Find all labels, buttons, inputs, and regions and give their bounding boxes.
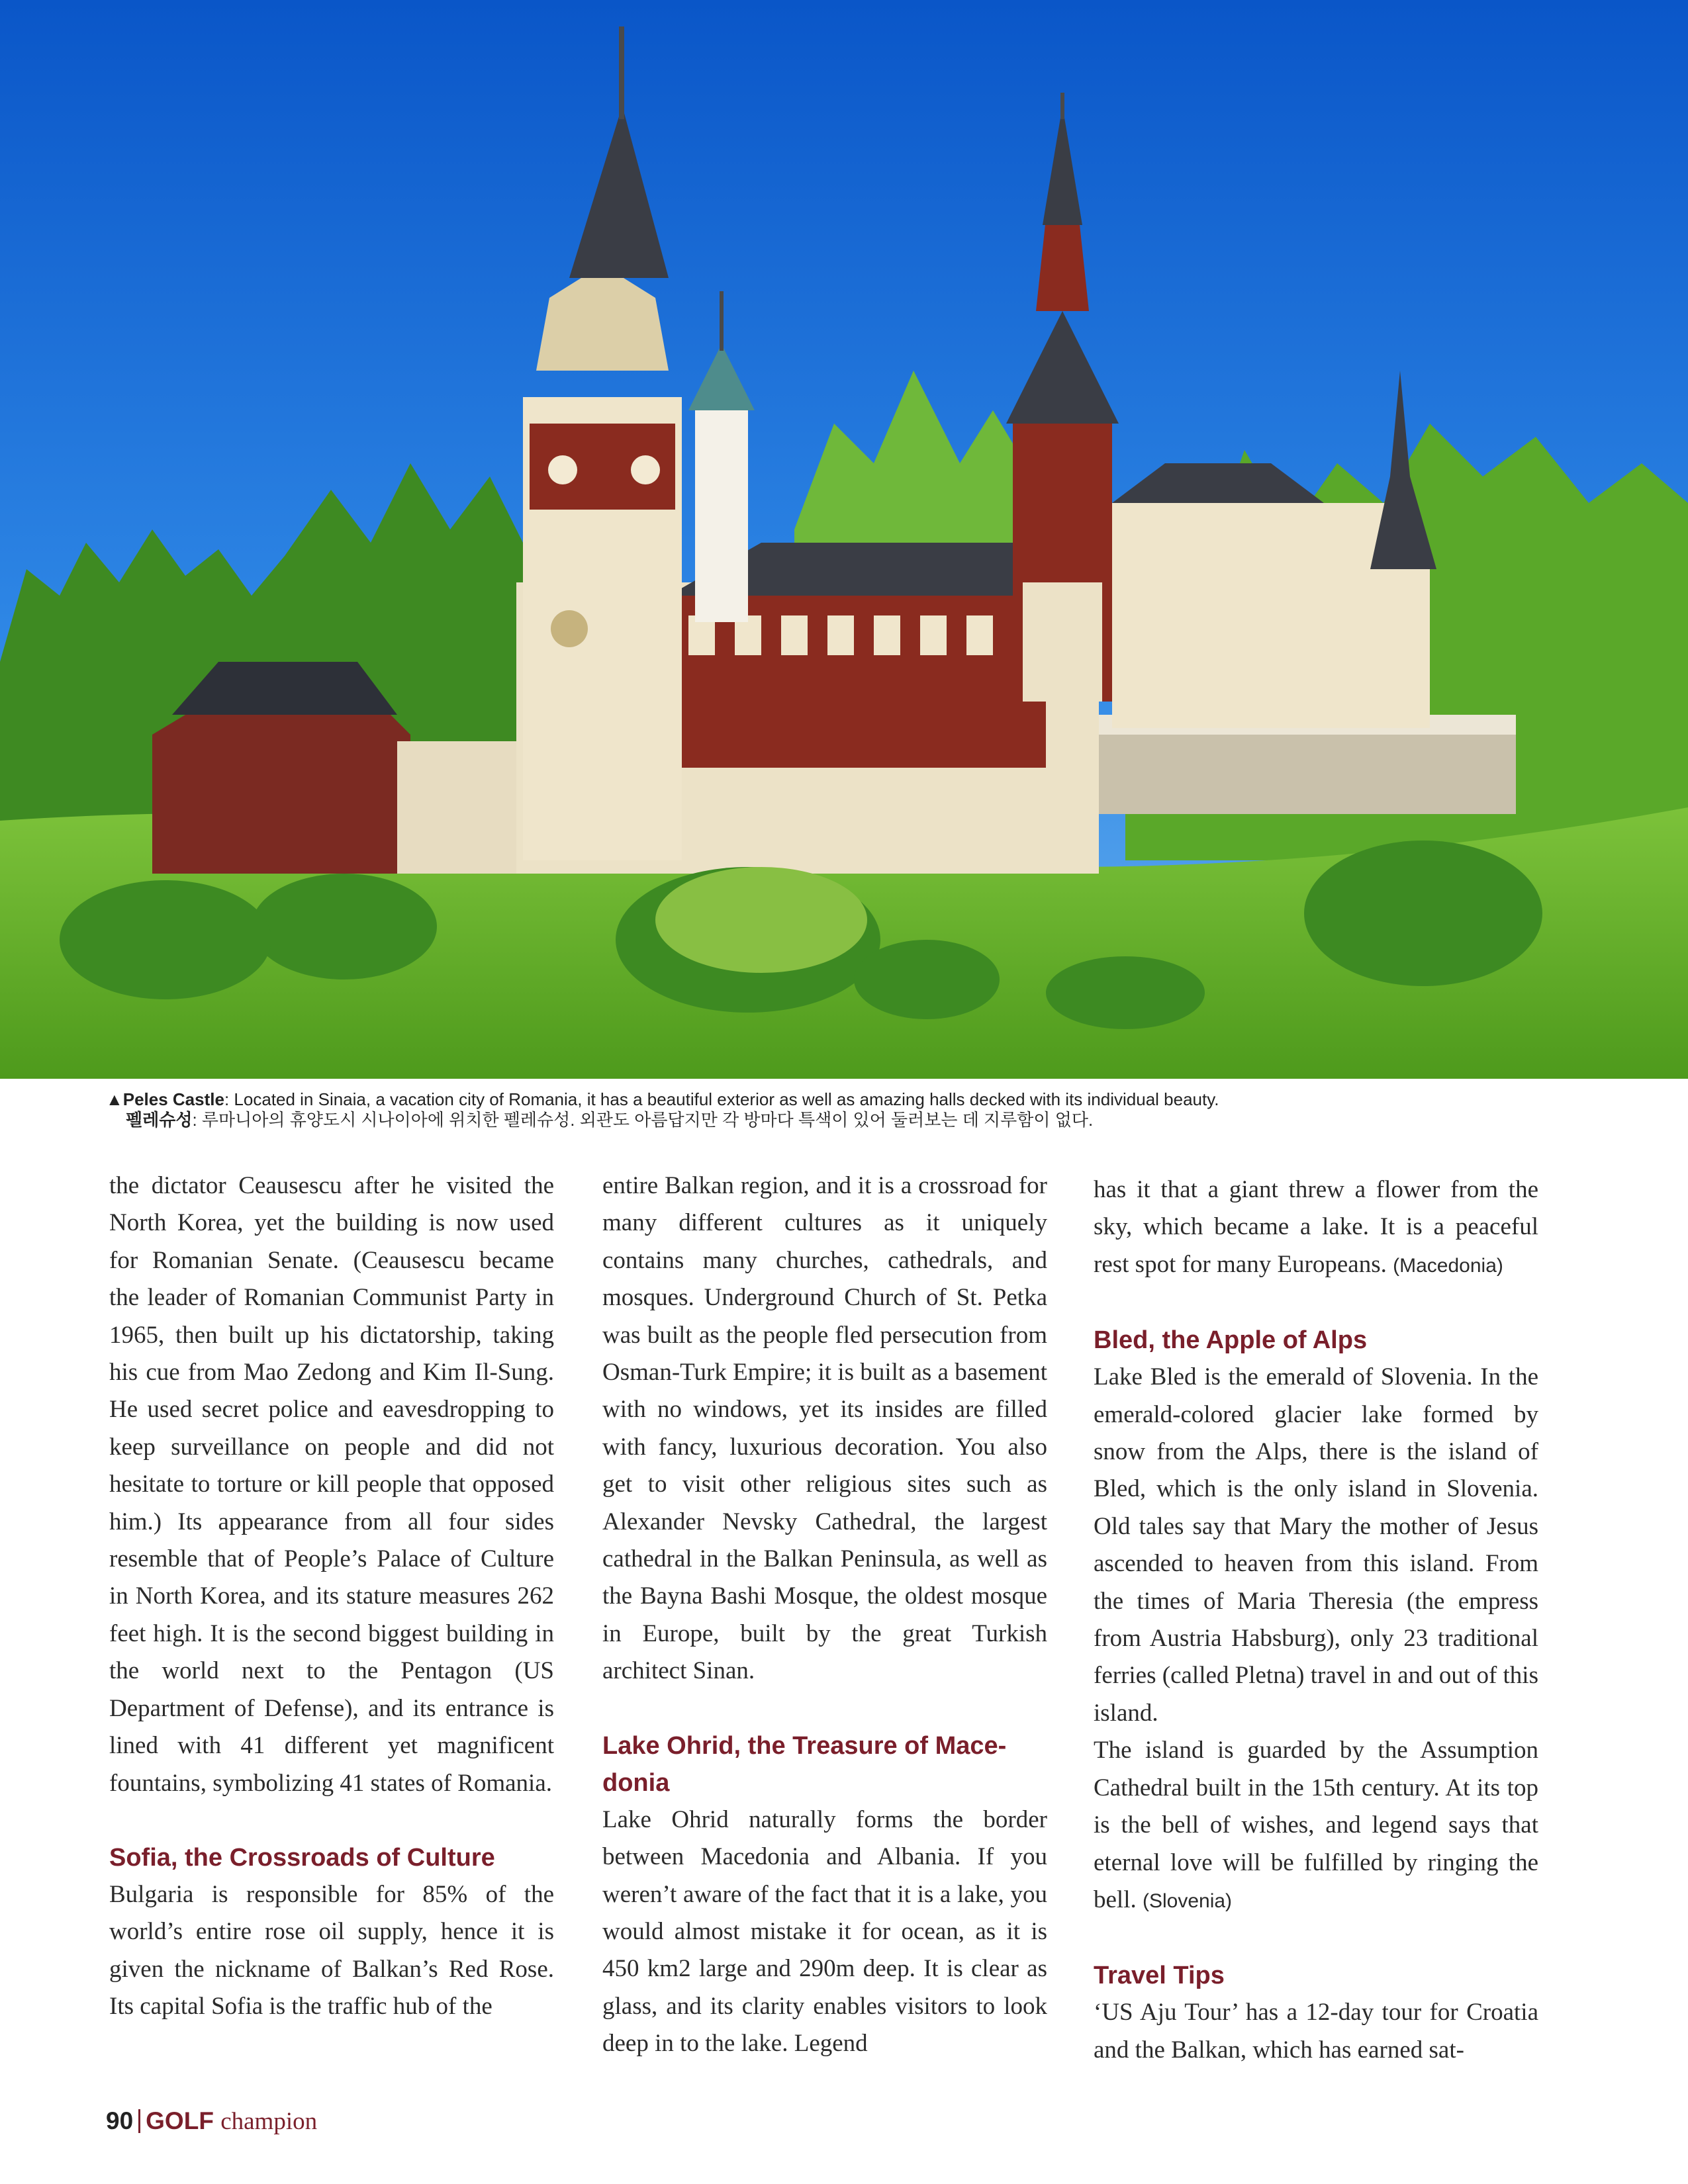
- column-left: [109, 1167, 554, 2026]
- paragraph: Bulgaria is responsible for 85% of the world’s entire rose oil supply, hence it is given the nickname of Balkan’s Red Rose. Its capital Sofia is the traffic hub of the: [109, 1880, 554, 2021]
- paragraph: entire Balkan region, and it is a crossroad for many different cultures as it uniquely contains many churches, cathedrals, and mosques. Underground Church of St. Petka was built as the people fled persecution from Osman-Turk Empire; it is built as a basement with no windows, yet its insides are filled with fancy, luxurious decoration. You also get to visit other religious sites such as Alexander Nevsky Cathedral, the largest cathedral in the Balkan Peninsula, as well as the Bayna Bashi Mosque, the oldest mosque in Europe, built by the great Turkish architect Sinan.: [602, 1172, 1047, 1685]
- caption-text-korean: : 루마니아의 휴양도시 시나이아에 위치한 펠레슈성. 외관도 아름답지만 각 방마다 특색이 있어 둘러보는 데 지루함이 없다.: [192, 1110, 1094, 1130]
- magazine-name-golf: GOLF: [146, 2107, 214, 2134]
- page-number: 90: [106, 2107, 134, 2134]
- paragraph: [1094, 1171, 1538, 1285]
- heading-bled: Bled, the Apple of Alps: [1094, 1326, 1368, 1355]
- caption-english: [106, 1089, 1602, 1110]
- paragraph: [1094, 1732, 1538, 1920]
- paragraph: ‘US Aju Tour’ has a 12-day tour for Croatia and the Balkan, which has earned sat-: [1094, 1999, 1538, 2064]
- column-middle: [602, 1167, 1047, 2063]
- heading-travel-tips: Travel Tips: [1094, 1962, 1225, 1990]
- paragraph: Lake Ohrid naturally forms the border between Macedonia and Albania. If you weren’t aware of the fact that it is a lake, you would almost mistake it for ocean, as it is 450 km2 large and 290m deep. It is clear as glass, and its clarity enables visitors to look deep in to the lake. Legend: [602, 1805, 1047, 2058]
- peles-castle-photo: [0, 0, 1688, 1079]
- page-footer: [106, 2107, 317, 2134]
- divider: [138, 2109, 140, 2133]
- caption-title: Peles Castle: [122, 1089, 224, 1109]
- heading-sofia: Sofia, the Crossroads of Culture: [109, 1843, 495, 1872]
- magazine-name-champion: champion: [220, 2108, 318, 2135]
- caption-title-korean: 펠레슈성: [126, 1110, 193, 1130]
- photo-caption: [106, 1089, 1602, 1130]
- paragraph-text: The island is guarded by the Assumption Cathedral built in the 15th century. At its top is the bell of wishes, and legend says that eternal love will be fulfilled by ringing the bell.: [1094, 1737, 1538, 1913]
- triangle-marker-icon: ▲: [106, 1089, 123, 1109]
- region-tag: (Slovenia): [1142, 1889, 1233, 1912]
- caption-korean: [106, 1110, 1602, 1130]
- paragraph: Lake Bled is the emerald of Slovenia. In the emerald-colored glacier lake formed by snow from the Alps, there is the island of Bled, which is the only island in Slovenia. Old tales say that Mary the mother of Jesus ascended to heaven from this island. From the times of Maria Theresia (the empress from Austria Habsburg), only 23 traditional ferries (called Pletna) travel in and out of this island.: [1094, 1363, 1538, 1727]
- region-tag: (Macedonia): [1393, 1254, 1503, 1277]
- heading-lake-ohrid: Lake Ohrid, the Treasure of Macedonia: [602, 1731, 1007, 1797]
- caption-text: : Located in Sinaia, a vacation city of Romania, it has a beautiful exterior as well as amazing halls decked with its individual beauty.: [224, 1089, 1219, 1109]
- paragraph: the dictator Ceausescu after he visited the North Korea, yet the building is now used for Romanian Senate. (Ceausescu became the leader of Romanian Communist Party in 1965, then built up his dictatorship, taking his cue from Mao Zedong and Kim Il-Sung. He used secret police and eavesdropping to keep surveillance on people and did not hesitate to torture or kill people that opposed him.) Its appearance from all four sides resemble that of People’s Palace of Culture in North Korea, and its stature measures 262 feet high. It is the second biggest building in the world next to the Pentagon (US Department of Defense), and its entrance is lined with 41 different yet magnificent fountains, symbolizing 41 states of Romania.: [109, 1172, 554, 1797]
- paragraph-text: has it that a giant threw a flower from the sky, which became a lake. It is a peaceful rest spot for many Europeans.: [1094, 1176, 1538, 1278]
- column-right: [1094, 1171, 1538, 2069]
